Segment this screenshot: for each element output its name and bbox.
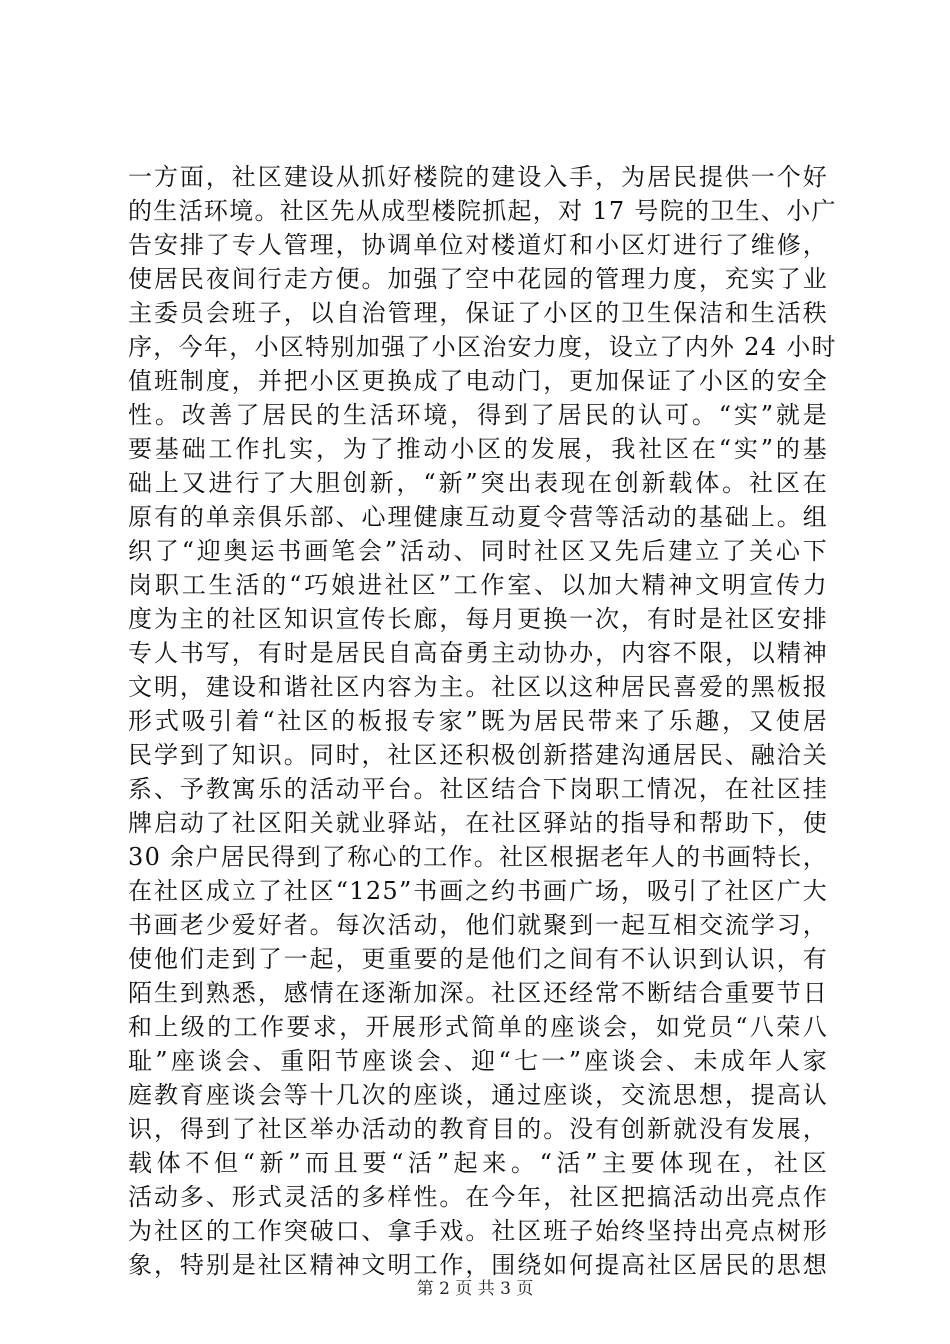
text-line: 原有的单亲俱乐部、心理健康互动夏令营等活动的基础上。组 [128,503,828,531]
text-line: 值班制度，并把小区更换成了电动门，更加保证了小区的安全 [128,367,828,395]
text-line: 活动多、形式灵活的多样性。在今年，社区把搞活动出亮点作 [128,1183,828,1211]
page-footer: 第 2 页 共 3 页 [416,1279,534,1299]
text-line: 序，今年，小区特别加强了小区治安力度，设立了内外 24 小时 [128,333,837,361]
text-line: 使他们走到了一起，更重要的是他们之间有不认识到认识，有 [128,945,828,973]
text-line: 性。改善了居民的生活环境，得到了居民的认可。“实”就是 [128,401,828,429]
text-line: 和上级的工作要求，开展形式简单的座谈会，如党员“八荣八 [128,1013,828,1041]
text-line: 度为主的社区知识宣传长廊，每月更换一次，有时是社区安排 [128,605,828,633]
text-line: 象，特别是社区精神文明工作，围绕如何提高社区居民的思想 [128,1251,828,1279]
text-line: 为社区的工作突破口、拿手戏。社区班子始终坚持出亮点树形 [128,1217,828,1245]
text-line: 在社区成立了社区“125”书画之约书画广场，吸引了社区广大 [128,877,828,905]
text-line: 载体不但“新”而且要“活”起来。“活”主要体现在，社区 [128,1149,828,1177]
text-line: 系、予教寓乐的活动平台。社区结合下岗职工情况，在社区挂 [128,775,828,803]
text-line: 书画老少爱好者。每次活动，他们就聚到一起互相交流学习， [128,911,828,939]
body-paragraph [128,160,837,1282]
text-line: 主委员会班子，以自治管理，保证了小区的卫生保洁和生活秩 [128,299,828,327]
text-line: 岗职工生活的“巧娘进社区”工作室、以加大精神文明宣传力 [128,571,828,599]
text-line: 要基础工作扎实，为了推动小区的发展，我社区在“实”的基 [128,435,828,463]
text-line: 础上又进行了大胆创新，“新”突出表现在创新载体。社区在 [128,469,828,497]
text-line: 使居民夜间行走方便。加强了空中花园的管理力度，充实了业 [128,265,828,293]
text-line: 文明，建设和谐社区内容为主。社区以这种居民喜爱的黑板报 [128,673,828,701]
text-line: 牌启动了社区阳关就业驿站，在社区驿站的指导和帮助下，使 [128,809,828,837]
text-line: 陌生到熟悉，感情在逐渐加深。社区还经常不断结合重要节日 [128,979,828,1007]
text-line: 识，得到了社区举办活动的教育目的。没有创新就没有发展， [128,1115,828,1143]
text-line: 30 余户居民得到了称心的工作。社区根据老年人的书画特长， [128,843,828,871]
text-line: 织了“迎奥运书画笔会”活动、同时社区又先后建立了关心下 [128,537,828,565]
text-line: 形式吸引着“社区的板报专家”既为居民带来了乐趣，又使居 [128,707,828,735]
text-line: 告安排了专人管理，协调单位对楼道灯和小区灯进行了维修， [128,231,828,259]
text-line: 专人书写，有时是居民自高奋勇主动协办，内容不限，以精神 [128,639,828,667]
text-line: 民学到了知识。同时，社区还积极创新搭建沟通居民、融洽关 [128,741,828,769]
text-line: 耻”座谈会、重阳节座谈会、迎“七一”座谈会、未成年人家 [128,1047,828,1075]
text-line: 的生活环境。社区先从成型楼院抓起，对 17 号院的卫生、小广 [128,197,837,225]
text-line: 一方面，社区建设从抓好楼院的建设入手，为居民提供一个好 [128,163,828,191]
text-line: 庭教育座谈会等十几次的座谈，通过座谈，交流思想，提高认 [128,1081,828,1109]
